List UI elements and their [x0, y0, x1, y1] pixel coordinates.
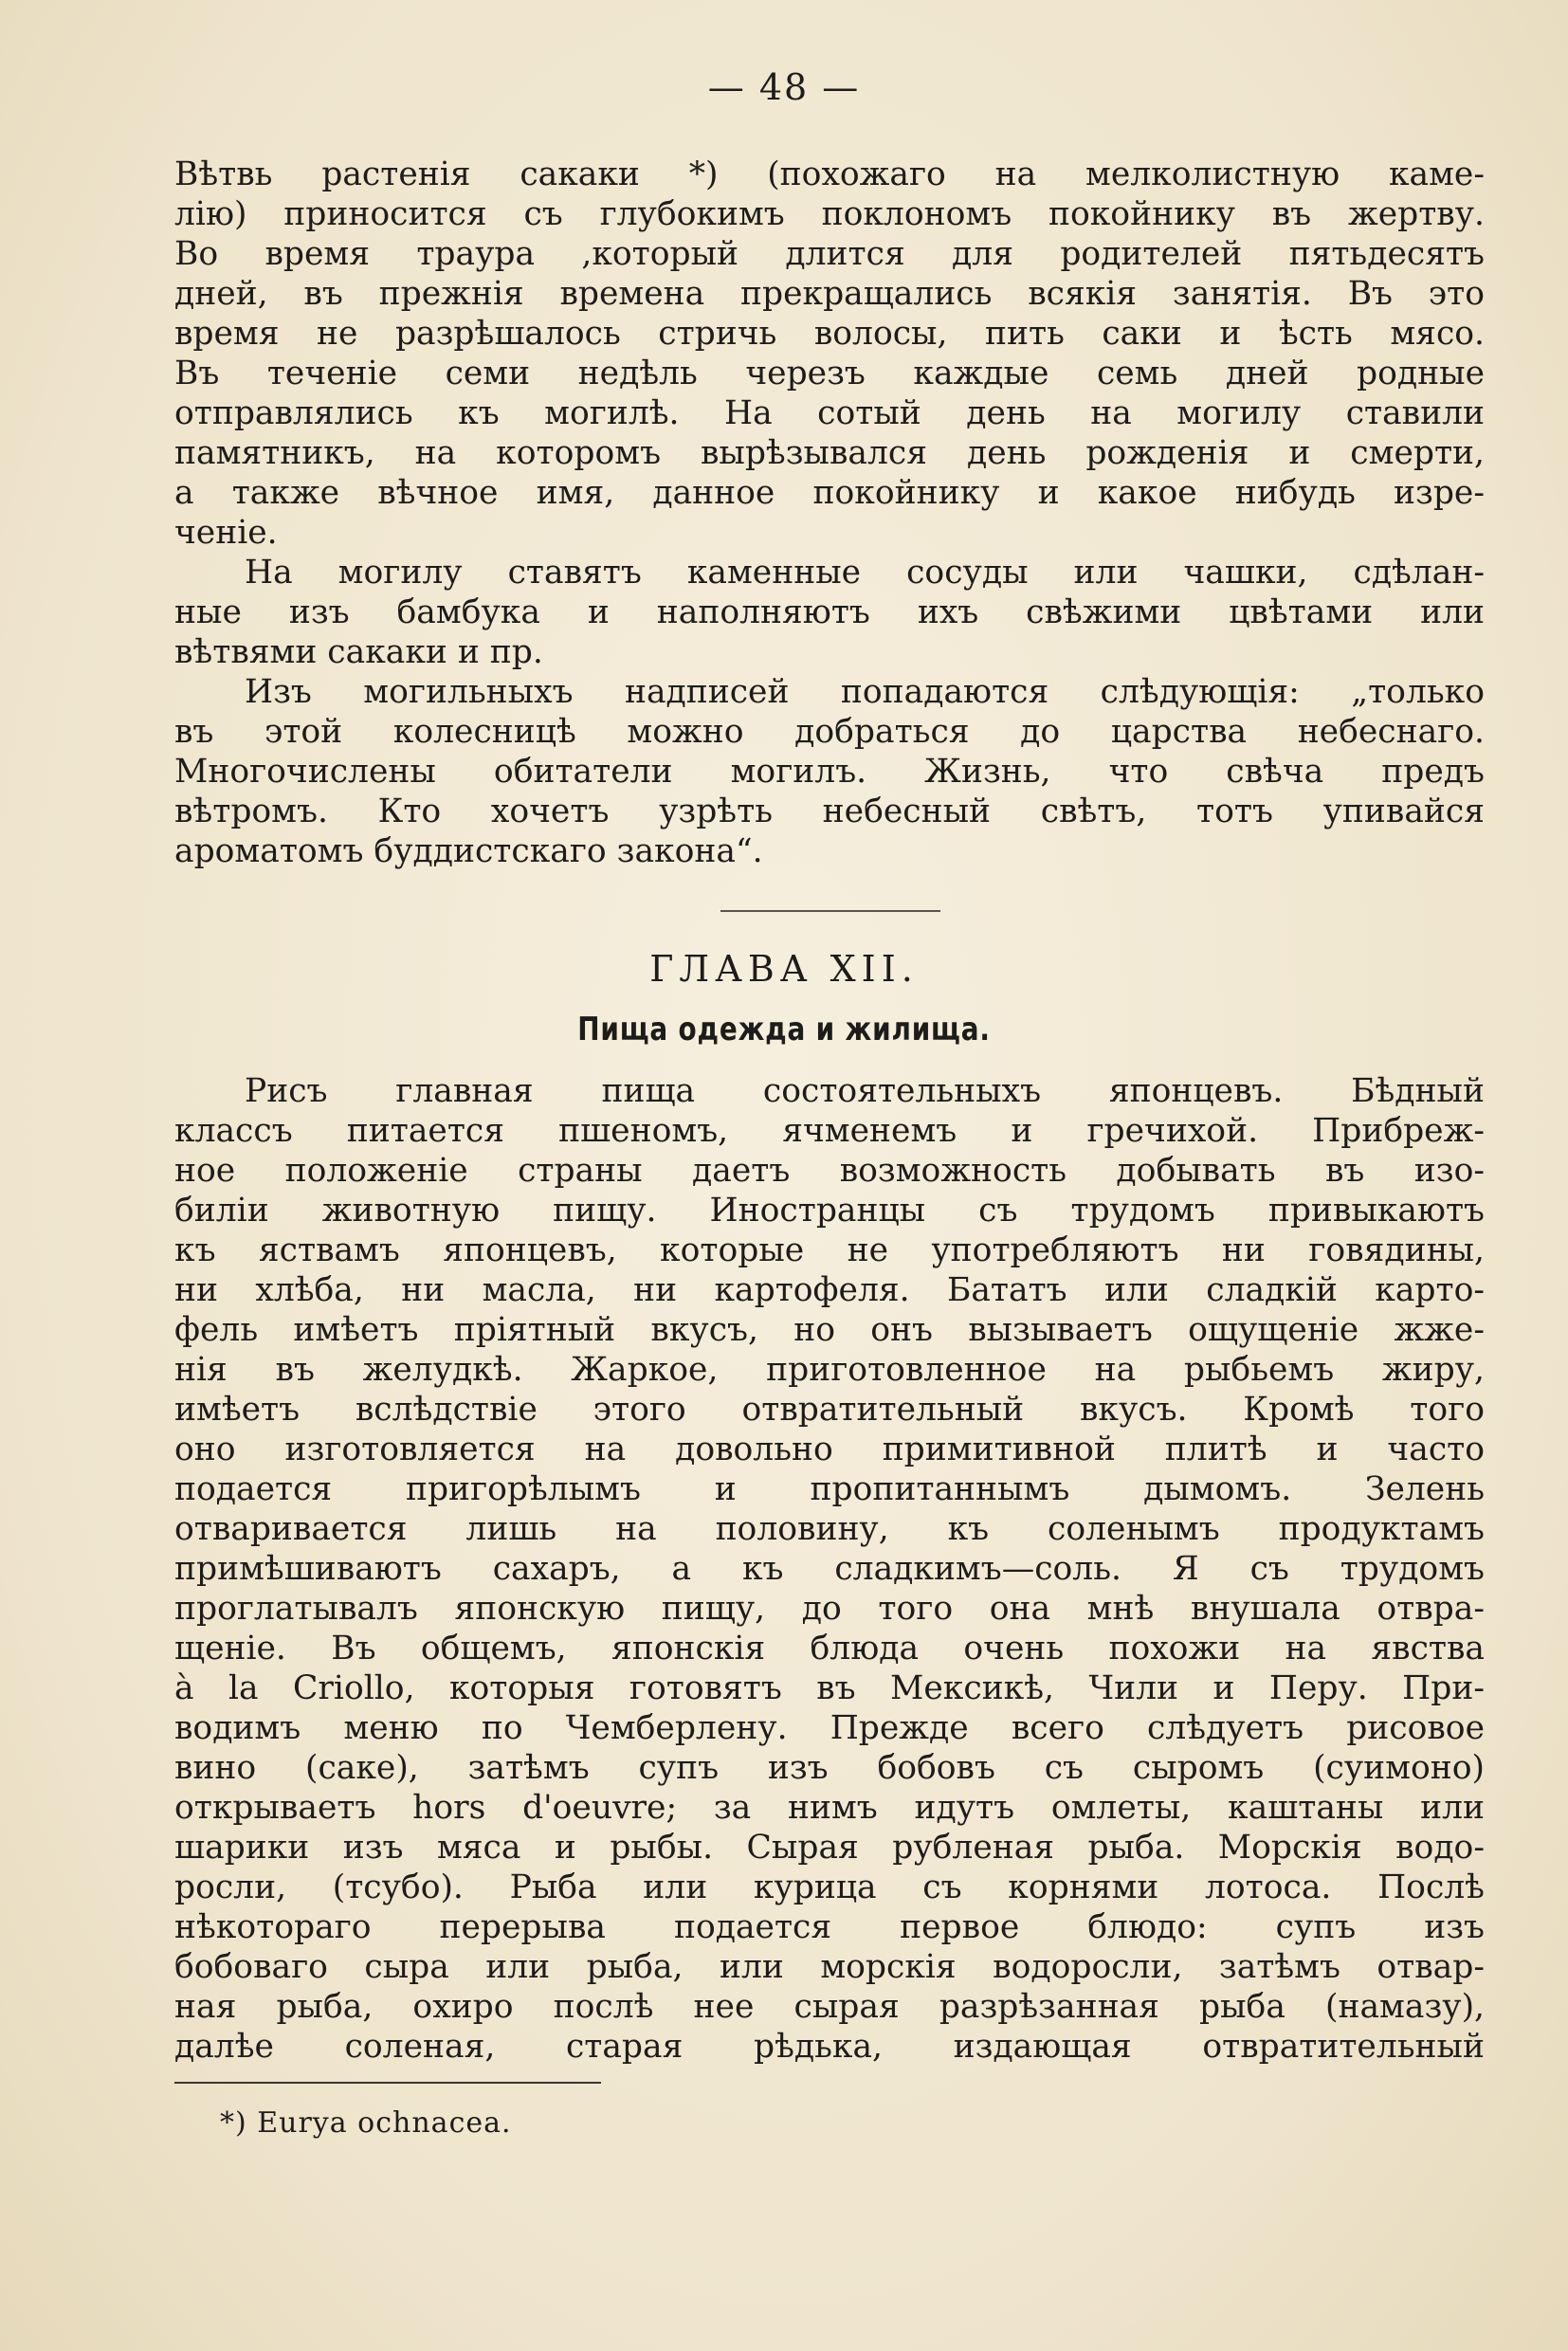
text-line: ароматомъ буддистскаго закона“.: [174, 832, 763, 870]
paragraph-inscriptions: [174, 672, 1485, 871]
footnote: *) Eurya ochnacea.: [220, 2106, 512, 2140]
text-line: ное положеніе страны даетъ возможность добывать въ изо-: [174, 1152, 1485, 1190]
text-line: вѣтромъ. Кто хочетъ узрѣть небесный свѣтъ, тотъ упивайся: [174, 793, 1485, 830]
text-line: водимъ меню по Чемберлену. Прежде всего слѣдуетъ рисовое: [174, 1709, 1485, 1747]
paragraph-grave-vessels: [174, 553, 1485, 672]
text-line: ченіе.: [174, 514, 278, 552]
text-line: вино (саке), затѣмъ супъ изъ бобовъ съ сыромъ (суимоно): [174, 1749, 1485, 1787]
text-line: классъ питается пшеномъ, ячменемъ и гречихой. Прибреж-: [174, 1112, 1485, 1150]
text-line: въ этой колесницѣ можно добраться до царства небеснаго.: [174, 713, 1485, 751]
text-line: ная рыба, охиро послѣ нее сырая разрѣзанная рыба (намазу),: [174, 1988, 1485, 2026]
text-line: нѣкотораго перерыва подается первое блюдо: супъ изъ: [174, 1908, 1485, 1946]
text-line: примѣшиваютъ сахаръ, а къ сладкимъ—соль. Я съ трудомъ: [174, 1550, 1485, 1588]
text-line: Изъ могильныхъ надписей попадаются слѣдующія: „только: [245, 673, 1485, 711]
text-line: памятникъ, на которомъ вырѣзывался день рожденія и смерти,: [174, 434, 1485, 472]
text-line: къ яствамъ японцевъ, которые не употребляютъ ни говядины,: [174, 1231, 1485, 1269]
section-divider: [720, 910, 940, 912]
text-line: Многочислены обитатели могилъ. Жизнь, что свѣча предъ: [174, 753, 1485, 791]
text-line: шарики изъ мяса и рыбы. Сырая рубленая рыба. Морскія водо-: [174, 1829, 1485, 1867]
text-line: à la Criollo, которыя готовятъ въ Мексикѣ, Чили и Перу. При-: [174, 1669, 1485, 1707]
text-line: а также вѣчное имя, данное покойнику и какое нибудь изре-: [174, 474, 1485, 512]
text-line: Въ теченіе семи недѣль черезъ каждые семь дней родные: [174, 355, 1485, 392]
chapter-subtitle: Пища одежда и жилища.: [577, 1011, 991, 1048]
text-line: время не разрѣшалось стричь волосы, пить саки и ѣсть мясо.: [174, 315, 1485, 353]
text-line: биліи животную пищу. Иностранцы съ трудомъ привыкаютъ: [174, 1192, 1485, 1230]
text-line: далѣе соленая, старая рѣдька, издающая отвратительный: [174, 2028, 1485, 2066]
text-line: отваривается лишь на половину, къ соленымъ продуктамъ: [174, 1510, 1485, 1548]
text-line: росли, (тсубо). Рыба или курица съ корнями лотоса. Послѣ: [174, 1868, 1485, 1906]
paragraph-food: [174, 1071, 1485, 2067]
text-line: Вѣтвь растенія сакаки *) (похожаго на мелколистную каме-: [174, 155, 1485, 193]
page-number: — 48 —: [707, 66, 861, 108]
text-line: подается пригорѣлымъ и пропитаннымъ дымомъ. Зелень: [174, 1470, 1485, 1508]
text-line: щеніе. Въ общемъ, японскія блюда очень похожи на явства: [174, 1630, 1485, 1668]
text-line: отправлялись къ могилѣ. На сотый день на могилу ставили: [174, 394, 1485, 432]
text-line: фель имѣетъ пріятный вкусъ, но онъ вызываетъ ощущеніе жже-: [174, 1311, 1485, 1349]
text-line: дней, въ прежнія времена прекращались всякія занятія. Въ это: [174, 275, 1485, 313]
text-line: ные изъ бамбука и наполняютъ ихъ свѣжими цвѣтами или: [174, 593, 1485, 631]
text-line: проглатывалъ японскую пищу, до того она мнѣ внушала отвра-: [174, 1590, 1485, 1628]
text-line: вѣтвями сакаки и пр.: [174, 633, 543, 671]
chapter-title: ГЛАВА XII.: [649, 948, 919, 990]
text-line: ни хлѣба, ни масла, ни картофеля. Бататъ или сладкій карто-: [174, 1271, 1485, 1309]
text-line: лію) приносится съ глубокимъ поклономъ покойнику въ жертву.: [174, 195, 1485, 233]
paragraph-mourning: [174, 155, 1485, 553]
text-line: имѣетъ вслѣдствіе этого отвратительный вкусъ. Кромѣ того: [174, 1391, 1485, 1429]
text-line: Рисъ главная пища состоятельныхъ японцевъ. Бѣдный: [245, 1072, 1485, 1110]
text-line: бобоваго сыра или рыба, или морскія водоросли, затѣмъ отвар-: [174, 1948, 1485, 1986]
text-line: Во время траура ,который длится для родителей пятьдесятъ: [174, 235, 1485, 273]
footnote-rule: [174, 2082, 601, 2084]
text-line: открываетъ hors d'oeuvre; за нимъ идутъ омлеты, каштаны или: [174, 1789, 1485, 1827]
text-line: На могилу ставятъ каменные сосуды или чашки, сдѣлан-: [245, 554, 1485, 592]
text-line: нія въ желудкѣ. Жаркое, приготовленное на рыбьемъ жиру,: [174, 1351, 1485, 1389]
text-line: оно изготовляется на довольно примитивной плитѣ и часто: [174, 1431, 1485, 1468]
